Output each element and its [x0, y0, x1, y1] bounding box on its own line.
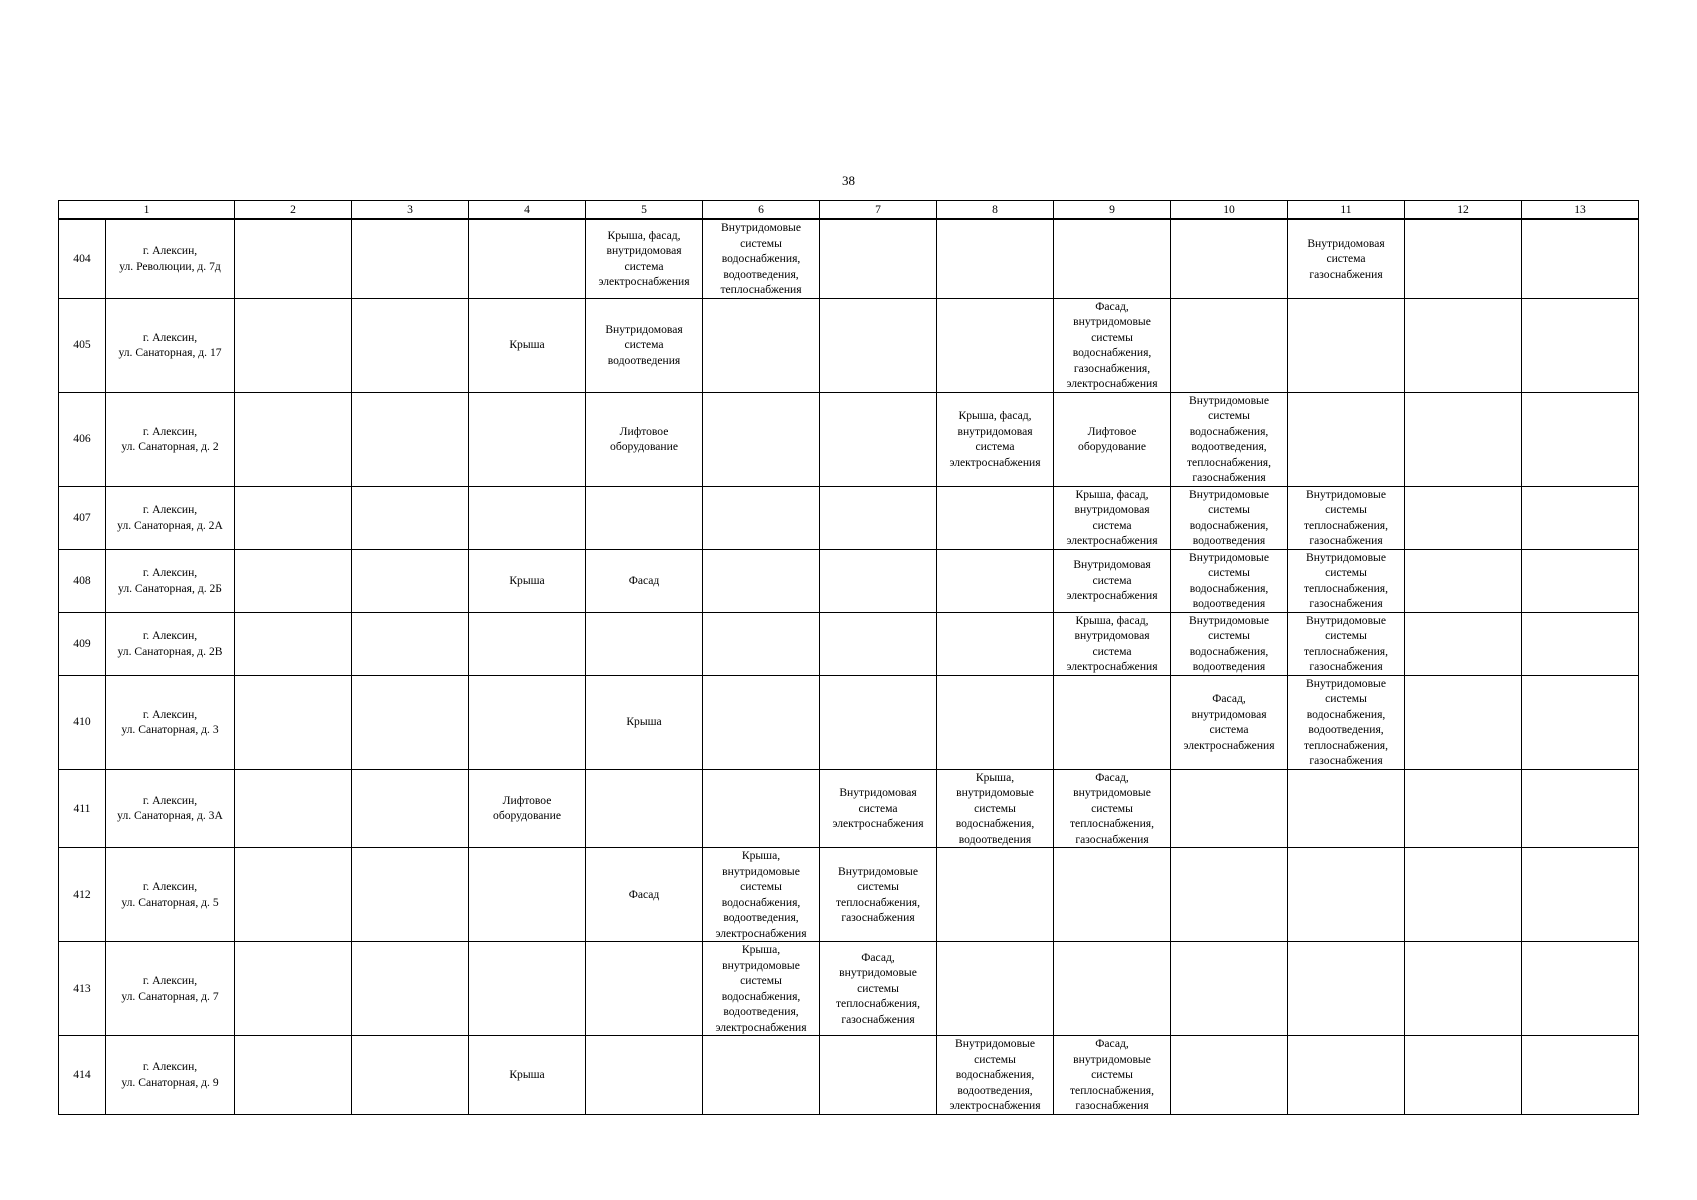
- column-header-5: 5: [586, 201, 703, 220]
- table-cell-col-8: [937, 298, 1054, 392]
- table-cell-col-10: Внутридомовые системы водоснабжения, водоотведения, теплоснабжения, газоснабжения: [1171, 392, 1288, 486]
- table-cell-col-5: [586, 1036, 703, 1115]
- table-cell-col-7: [820, 1036, 937, 1115]
- table-row: [59, 298, 1639, 392]
- table-row: [59, 848, 1639, 942]
- column-header-4: 4: [469, 201, 586, 220]
- table-cell-col-9: Крыша, фасад, внутридомовая система электроснабжения: [1054, 612, 1171, 675]
- address-cell: г. Алексин, ул. Революции, д. 7д: [106, 219, 235, 298]
- column-header-12: 12: [1405, 201, 1522, 220]
- table-cell-col-8: [937, 486, 1054, 549]
- table-cell-col-5: [586, 486, 703, 549]
- table-row: [59, 549, 1639, 612]
- table-cell-col-11: [1288, 392, 1405, 486]
- table-cell-col-12: [1405, 612, 1522, 675]
- table-cell-col-9: Крыша, фасад, внутридомовая система электроснабжения: [1054, 486, 1171, 549]
- table-row: [59, 392, 1639, 486]
- table-cell-col-11: [1288, 848, 1405, 942]
- table-cell-col-6: [703, 486, 820, 549]
- table-cell-col-13: [1522, 219, 1639, 298]
- table-cell-col-3: [352, 848, 469, 942]
- table-cell-col-10: Внутридомовые системы водоснабжения, водоотведения: [1171, 486, 1288, 549]
- table-cell-col-2: [235, 612, 352, 675]
- address-cell: г. Алексин, ул. Санаторная, д. 7: [106, 942, 235, 1036]
- table-cell-col-2: [235, 549, 352, 612]
- table-cell-col-12: [1405, 942, 1522, 1036]
- table-cell-col-8: [937, 549, 1054, 612]
- row-number: 410: [59, 675, 106, 769]
- address-cell: г. Алексин, ул. Санаторная, д. 2В: [106, 612, 235, 675]
- page-number: 38: [842, 173, 855, 188]
- table-cell-col-13: [1522, 1036, 1639, 1115]
- table-cell-col-9: Внутридомовая система электроснабжения: [1054, 549, 1171, 612]
- table-cell-col-9: Фасад, внутридомовые системы теплоснабжения, газоснабжения: [1054, 769, 1171, 848]
- table-cell-col-3: [352, 549, 469, 612]
- table-cell-col-7: [820, 219, 937, 298]
- table-cell-col-5: Крыша, фасад, внутридомовая система электроснабжения: [586, 219, 703, 298]
- table-cell-col-13: [1522, 769, 1639, 848]
- table-cell-col-6: [703, 298, 820, 392]
- table-cell-col-7: [820, 486, 937, 549]
- column-header-2: 2: [235, 201, 352, 220]
- table-cell-col-2: [235, 769, 352, 848]
- table-cell-col-4: [469, 392, 586, 486]
- row-number: 411: [59, 769, 106, 848]
- table-cell-col-5: [586, 942, 703, 1036]
- table-cell-col-4: [469, 612, 586, 675]
- table-cell-col-8: Крыша, внутридомовые системы водоснабжения, водоотведения: [937, 769, 1054, 848]
- table-cell-col-2: [235, 392, 352, 486]
- table-cell-col-4: [469, 848, 586, 942]
- table-cell-col-3: [352, 392, 469, 486]
- table-cell-col-3: [352, 769, 469, 848]
- table-cell-col-10: [1171, 942, 1288, 1036]
- table-cell-col-8: [937, 219, 1054, 298]
- table-cell-col-4: [469, 486, 586, 549]
- row-number: 412: [59, 848, 106, 942]
- table-cell-col-13: [1522, 549, 1639, 612]
- table-cell-col-8: [937, 942, 1054, 1036]
- row-number: 404: [59, 219, 106, 298]
- table-cell-col-6: Крыша, внутридомовые системы водоснабжения, водоотведения, электроснабжения: [703, 848, 820, 942]
- table-cell-col-2: [235, 298, 352, 392]
- table-cell-col-7: [820, 392, 937, 486]
- table-cell-col-12: [1405, 486, 1522, 549]
- table-cell-col-4: Крыша: [469, 549, 586, 612]
- table-cell-col-5: Фасад: [586, 549, 703, 612]
- address-cell: г. Алексин, ул. Санаторная, д. 3А: [106, 769, 235, 848]
- table-cell-col-9: [1054, 675, 1171, 769]
- table-cell-col-7: [820, 612, 937, 675]
- table-cell-col-13: [1522, 675, 1639, 769]
- table-cell-col-12: [1405, 298, 1522, 392]
- table-cell-col-5: Крыша: [586, 675, 703, 769]
- row-number: 408: [59, 549, 106, 612]
- table-cell-col-2: [235, 675, 352, 769]
- column-header-8: 8: [937, 201, 1054, 220]
- table-cell-col-8: [937, 848, 1054, 942]
- table-cell-col-11: [1288, 769, 1405, 848]
- table-cell-col-6: Крыша, внутридомовые системы водоснабжения, водоотведения, электроснабжения: [703, 942, 820, 1036]
- table-cell-col-13: [1522, 298, 1639, 392]
- table-cell-col-12: [1405, 848, 1522, 942]
- table-cell-col-10: Внутридомовые системы водоснабжения, водоотведения: [1171, 612, 1288, 675]
- table-cell-col-10: Внутридомовые системы водоснабжения, водоотведения: [1171, 549, 1288, 612]
- column-header-1: 1: [59, 201, 235, 220]
- table-cell-col-2: [235, 1036, 352, 1115]
- table-cell-col-5: Лифтовое оборудование: [586, 392, 703, 486]
- table-cell-col-9: [1054, 219, 1171, 298]
- table-cell-col-4: [469, 675, 586, 769]
- table-row: [59, 675, 1639, 769]
- table-cell-col-4: Лифтовое оборудование: [469, 769, 586, 848]
- table-cell-col-6: [703, 675, 820, 769]
- table-cell-col-10: [1171, 769, 1288, 848]
- table-cell-col-10: [1171, 219, 1288, 298]
- table-cell-col-5: [586, 769, 703, 848]
- table-cell-col-3: [352, 219, 469, 298]
- table-cell-col-7: [820, 298, 937, 392]
- table-cell-col-4: Крыша: [469, 1036, 586, 1115]
- table-cell-col-2: [235, 848, 352, 942]
- table-cell-col-4: [469, 219, 586, 298]
- data-table: [58, 200, 1639, 1115]
- table-cell-col-6: [703, 392, 820, 486]
- column-header-9: 9: [1054, 201, 1171, 220]
- table-cell-col-4: Крыша: [469, 298, 586, 392]
- table-cell-col-12: [1405, 392, 1522, 486]
- table-cell-col-11: [1288, 942, 1405, 1036]
- table-cell-col-11: [1288, 1036, 1405, 1115]
- table-cell-col-3: [352, 942, 469, 1036]
- table-cell-col-8: Внутридомовые системы водоснабжения, водоотведения, электроснабжения: [937, 1036, 1054, 1115]
- column-header-13: 13: [1522, 201, 1639, 220]
- row-number: 413: [59, 942, 106, 1036]
- table-cell-col-13: [1522, 486, 1639, 549]
- table-cell-col-5: [586, 612, 703, 675]
- table-cell-col-8: [937, 675, 1054, 769]
- address-cell: г. Алексин, ул. Санаторная, д. 17: [106, 298, 235, 392]
- table-cell-col-13: [1522, 392, 1639, 486]
- column-header-3: 3: [352, 201, 469, 220]
- table-cell-col-6: [703, 612, 820, 675]
- table-cell-col-10: [1171, 1036, 1288, 1115]
- table-cell-col-2: [235, 942, 352, 1036]
- table-cell-col-3: [352, 486, 469, 549]
- table-cell-col-12: [1405, 549, 1522, 612]
- column-header-6: 6: [703, 201, 820, 220]
- table-cell-col-13: [1522, 848, 1639, 942]
- table-row: [59, 612, 1639, 675]
- address-cell: г. Алексин, ул. Санаторная, д. 2А: [106, 486, 235, 549]
- table-row: [59, 769, 1639, 848]
- table-cell-col-5: Внутридомовая система водоотведения: [586, 298, 703, 392]
- table-cell-col-6: [703, 769, 820, 848]
- row-number: 414: [59, 1036, 106, 1115]
- table-cell-col-7: [820, 549, 937, 612]
- table-cell-col-11: [1288, 298, 1405, 392]
- table-cell-col-11: Внутридомовые системы теплоснабжения, газоснабжения: [1288, 486, 1405, 549]
- table-cell-col-11: Внутридомовые системы водоснабжения, водоотведения, теплоснабжения, газоснабжения: [1288, 675, 1405, 769]
- table-cell-col-11: Внутридомовые системы теплоснабжения, газоснабжения: [1288, 612, 1405, 675]
- table-cell-col-7: Внутридомовые системы теплоснабжения, газоснабжения: [820, 848, 937, 942]
- address-cell: г. Алексин, ул. Санаторная, д. 2Б: [106, 549, 235, 612]
- table-cell-col-7: Внутридомовая система электроснабжения: [820, 769, 937, 848]
- table-cell-col-9: Фасад, внутридомовые системы теплоснабжения, газоснабжения: [1054, 1036, 1171, 1115]
- column-header-7: 7: [820, 201, 937, 220]
- table-cell-col-3: [352, 612, 469, 675]
- table-cell-col-12: [1405, 219, 1522, 298]
- table-cell-col-8: [937, 612, 1054, 675]
- table-cell-col-13: [1522, 612, 1639, 675]
- table-cell-col-5: Фасад: [586, 848, 703, 942]
- table-cell-col-7: Фасад, внутридомовые системы теплоснабжения, газоснабжения: [820, 942, 937, 1036]
- table-cell-col-11: Внутридомовая система газоснабжения: [1288, 219, 1405, 298]
- table-cell-col-2: [235, 219, 352, 298]
- table-cell-col-10: [1171, 298, 1288, 392]
- table-cell-col-12: [1405, 1036, 1522, 1115]
- address-cell: г. Алексин, ул. Санаторная, д. 2: [106, 392, 235, 486]
- table-cell-col-12: [1405, 769, 1522, 848]
- column-header-11: 11: [1288, 201, 1405, 220]
- table-cell-col-9: Лифтовое оборудование: [1054, 392, 1171, 486]
- table-row: [59, 486, 1639, 549]
- row-number: 406: [59, 392, 106, 486]
- table-cell-col-12: [1405, 675, 1522, 769]
- table-cell-col-4: [469, 942, 586, 1036]
- table-cell-col-9: [1054, 942, 1171, 1036]
- address-cell: г. Алексин, ул. Санаторная, д. 5: [106, 848, 235, 942]
- table-cell-col-8: Крыша, фасад, внутридомовая система электроснабжения: [937, 392, 1054, 486]
- table-cell-col-7: [820, 675, 937, 769]
- table-row: [59, 1036, 1639, 1115]
- table-cell-col-9: [1054, 848, 1171, 942]
- table-cell-col-13: [1522, 942, 1639, 1036]
- table-row: [59, 219, 1639, 298]
- table-cell-col-6: [703, 549, 820, 612]
- table-cell-col-9: Фасад, внутридомовые системы водоснабжения, газоснабжения, электроснабжения: [1054, 298, 1171, 392]
- row-number: 405: [59, 298, 106, 392]
- table-cell-col-2: [235, 486, 352, 549]
- address-cell: г. Алексин, ул. Санаторная, д. 3: [106, 675, 235, 769]
- address-cell: г. Алексин, ул. Санаторная, д. 9: [106, 1036, 235, 1115]
- table-cell-col-3: [352, 298, 469, 392]
- header-row: [59, 201, 1639, 220]
- column-header-10: 10: [1171, 201, 1288, 220]
- table-cell-col-10: Фасад, внутридомовая система электроснабжения: [1171, 675, 1288, 769]
- table-cell-col-10: [1171, 848, 1288, 942]
- table-cell-col-3: [352, 675, 469, 769]
- row-number: 407: [59, 486, 106, 549]
- row-number: 409: [59, 612, 106, 675]
- table-row: [59, 942, 1639, 1036]
- table-cell-col-3: [352, 1036, 469, 1115]
- table-cell-col-6: Внутридомовые системы водоснабжения, водоотведения, теплоснабжения: [703, 219, 820, 298]
- table-cell-col-6: [703, 1036, 820, 1115]
- table-cell-col-11: Внутридомовые системы теплоснабжения, газоснабжения: [1288, 549, 1405, 612]
